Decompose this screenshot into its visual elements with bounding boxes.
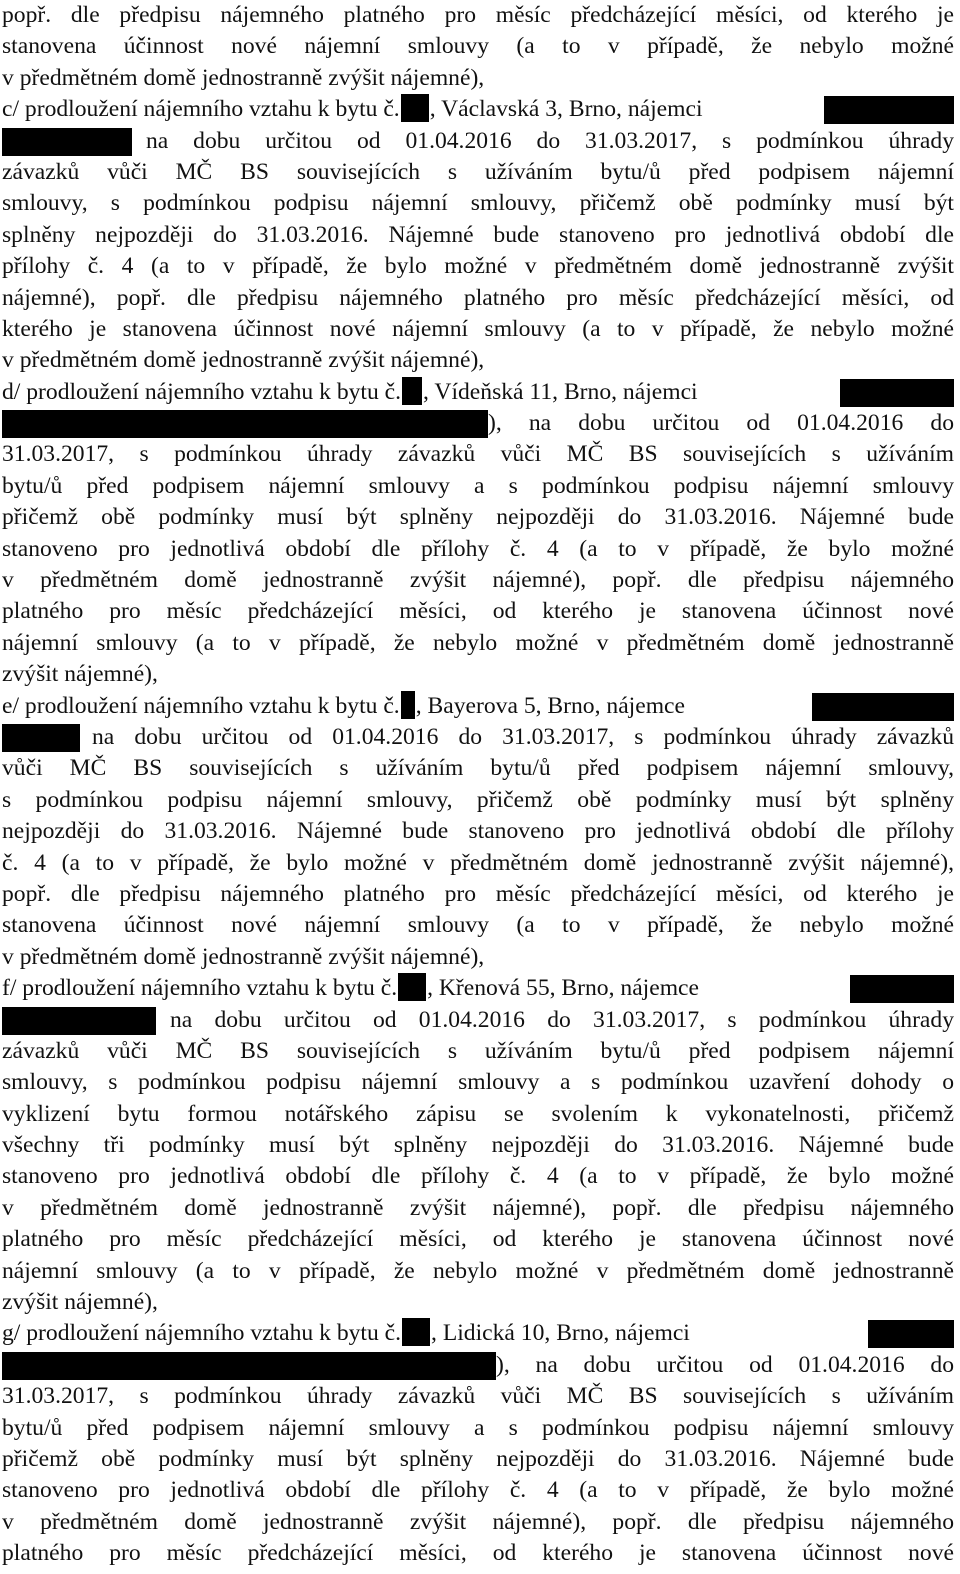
text-line: kterého je stanovena účinnost nové nájemní smlouvy (a to v případě, že nebylo možné <box>2 315 954 342</box>
item-g-term-line <box>2 1350 954 1381</box>
text-line: zvýšit nájemné), <box>2 1289 158 1316</box>
redaction-block <box>812 693 954 721</box>
redaction-block <box>868 1320 954 1348</box>
item-c-term-line <box>2 126 954 157</box>
item-f-heading: f/ prodloužení nájemního vztahu k bytu č. <box>2 975 398 1002</box>
text-line: smlouvy, s podmínkou podpisu nájemní smlouvy a s podmínkou uzavření dohody o <box>2 1069 954 1096</box>
text-line: přičemž obě podmínky musí být splněny nejpozději do 31.03.2016. Nájemné bude <box>2 504 954 531</box>
text-line: v předmětném domě jednostranně zvýšit nájemné), <box>2 347 485 374</box>
item-d-address: , Vídeňská 11, Brno, nájemci <box>423 378 698 405</box>
document-page <box>2 0 954 1570</box>
text-line: závazků vůči MČ BS souvisejících s užíváním bytu/ů před podpisem nájemní <box>2 1037 954 1064</box>
text-line: stanovena účinnost nové nájemní smlouvy (a to v případě, že nebylo možné <box>2 912 954 939</box>
redaction-block <box>824 96 954 124</box>
redaction-block <box>402 377 422 405</box>
redaction-block <box>402 1318 430 1346</box>
item-g-heading-line <box>2 1318 954 1349</box>
item-c-address: , Václavská 3, Brno, nájemci <box>429 96 703 123</box>
text-line: závazků vůči MČ BS souvisejících s užíváním bytu/ů před podpisem nájemní <box>2 158 954 185</box>
redaction-block <box>401 691 415 719</box>
redaction-block <box>2 410 488 438</box>
text-line: platného pro měsíc předcházející měsíci, od kterého je stanovena účinnost nové <box>2 598 954 625</box>
text-line: stanoveno pro jednotlivá období dle přílohy č. 4 (a to v případě, že bylo možné <box>2 1163 954 1190</box>
text-line: stanoveno pro jednotlivá období dle přílohy č. 4 (a to v případě, že bylo možné <box>2 535 954 562</box>
text-line: přílohy č. 4 (a to v případě, že bylo možné v předmětném domě jednostranně zvýšit <box>2 253 954 280</box>
text-line: popř. dle předpisu nájemného platného pro měsíc předcházející měsíci, od kterého je <box>2 880 954 907</box>
item-g-address: , Lidická 10, Brno, nájemci <box>431 1320 690 1347</box>
text-line: v předmětném domě jednostranně zvýšit nájemné), popř. dle předpisu nájemného <box>2 567 954 594</box>
text-line: v předmětném domě jednostranně zvýšit nájemné), <box>2 64 485 91</box>
text-line: bytu/ů před podpisem nájemní smlouvy a s podmínkou podpisu nájemní smlouvy <box>2 472 954 499</box>
text-line: na dobu určitou od 01.04.2016 do 31.03.2017, s podmínkou úhrady <box>170 1006 954 1033</box>
item-c-heading-line <box>2 94 954 125</box>
text-line: platného pro měsíc předcházející měsíci, od kterého je stanovena účinnost nové <box>2 1540 954 1567</box>
item-d-heading-line <box>2 377 954 408</box>
text-line: splněny nejpozději do 31.03.2016. Nájemné bude stanoveno pro jednotlivá období dle <box>2 221 954 248</box>
text-line: nájemní smlouvy (a to v případě, že nebylo možné v předmětném domě jednostranně <box>2 629 954 656</box>
text-line: vyklizení bytu formou notářského zápisu se svolením k vykonatelnosti, přičemž <box>2 1100 954 1127</box>
text-line: všechny tři podmínky musí být splněny nejpozději do 31.03.2016. Nájemné bude <box>2 1132 954 1159</box>
text-line: v předmětném domě jednostranně zvýšit nájemné), popř. dle předpisu nájemného <box>2 1194 954 1221</box>
item-d-term-line <box>2 408 954 439</box>
text-line: nájemní smlouvy (a to v případě, že nebylo možné v předmětném domě jednostranně <box>2 1257 954 1284</box>
text-line: vůči MČ BS souvisejících s užíváním bytu/ů před podpisem nájemní smlouvy, <box>2 755 954 782</box>
text-line: platného pro měsíc předcházející měsíci, od kterého je stanovena účinnost nové <box>2 1226 954 1253</box>
item-d-heading: d/ prodloužení nájemního vztahu k bytu č. <box>2 378 402 405</box>
text-line: zvýšit nájemné), <box>2 661 158 688</box>
text-line: 31.03.2017, s podmínkou úhrady závazků vůči MČ BS souvisejících s užíváním <box>2 441 954 468</box>
item-f-heading-line <box>2 973 954 1004</box>
item-e-address: , Bayerova 5, Brno, nájemce <box>415 692 685 719</box>
text-line: ), na dobu určitou od 01.04.2016 do <box>488 410 954 437</box>
redaction-block <box>2 128 132 156</box>
item-g-heading: g/ prodloužení nájemního vztahu k bytu č. <box>2 1320 402 1347</box>
redaction-block <box>840 379 954 407</box>
text-line: v předmětném domě jednostranně zvýšit nájemné), <box>2 943 485 970</box>
redaction-block <box>2 1352 496 1380</box>
text-line: 31.03.2017, s podmínkou úhrady závazků vůči MČ BS souvisejících s užíváním <box>2 1383 954 1410</box>
text-line: č. 4 (a to v případě, že bylo možné v předmětném domě jednostranně zvýšit nájemné), <box>2 849 954 876</box>
item-c-heading: c/ prodloužení nájemního vztahu k bytu č. <box>2 96 400 123</box>
item-f-address: , Křenová 55, Brno, nájemce <box>427 975 699 1002</box>
text-line: nejpozději do 31.03.2016. Nájemné bude stanoveno pro jednotlivá období dle přílohy <box>2 818 954 845</box>
redaction-block <box>2 1007 156 1035</box>
text-line: ), na dobu určitou od 01.04.2016 do <box>496 1351 954 1378</box>
text-line: stanovena účinnost nové nájemní smlouvy (a to v případě, že nebylo možné <box>2 33 954 60</box>
redaction-block <box>2 724 80 752</box>
text-line: stanoveno pro jednotlivá období dle přílohy č. 4 (a to v případě, že bylo možné <box>2 1477 954 1504</box>
text-line: s podmínkou podpisu nájemní smlouvy, přičemž obě podmínky musí být splněny <box>2 786 954 813</box>
item-e-heading-line <box>2 691 954 722</box>
item-e-term-line <box>2 722 954 753</box>
redaction-block <box>401 94 429 122</box>
text-line: smlouvy, s podmínkou podpisu nájemní smlouvy, přičemž obě podmínky musí být <box>2 190 954 217</box>
text-line: nájemné), popř. dle předpisu nájemného platného pro měsíc předcházející měsíci, od <box>2 284 954 311</box>
item-f-term-line <box>2 1005 954 1036</box>
item-e-heading: e/ prodloužení nájemního vztahu k bytu č. <box>2 692 400 719</box>
text-line: v předmětném domě jednostranně zvýšit nájemné), popř. dle předpisu nájemného <box>2 1508 954 1535</box>
text-line: bytu/ů před podpisem nájemní smlouvy a s podmínkou podpisu nájemní smlouvy <box>2 1414 954 1441</box>
text-line: přičemž obě podmínky musí být splněny nejpozději do 31.03.2016. Nájemné bude <box>2 1445 954 1472</box>
redaction-block <box>850 975 954 1003</box>
text-line: na dobu určitou od 01.04.2016 do 31.03.2017, s podmínkou úhrady závazků <box>92 723 954 750</box>
redaction-block <box>398 973 426 1001</box>
text-line: popř. dle předpisu nájemného platného pro měsíc předcházející měsíci, od kterého je <box>2 2 954 28</box>
text-line: na dobu určitou od 01.04.2016 do 31.03.2017, s podmínkou úhrady <box>146 127 954 154</box>
